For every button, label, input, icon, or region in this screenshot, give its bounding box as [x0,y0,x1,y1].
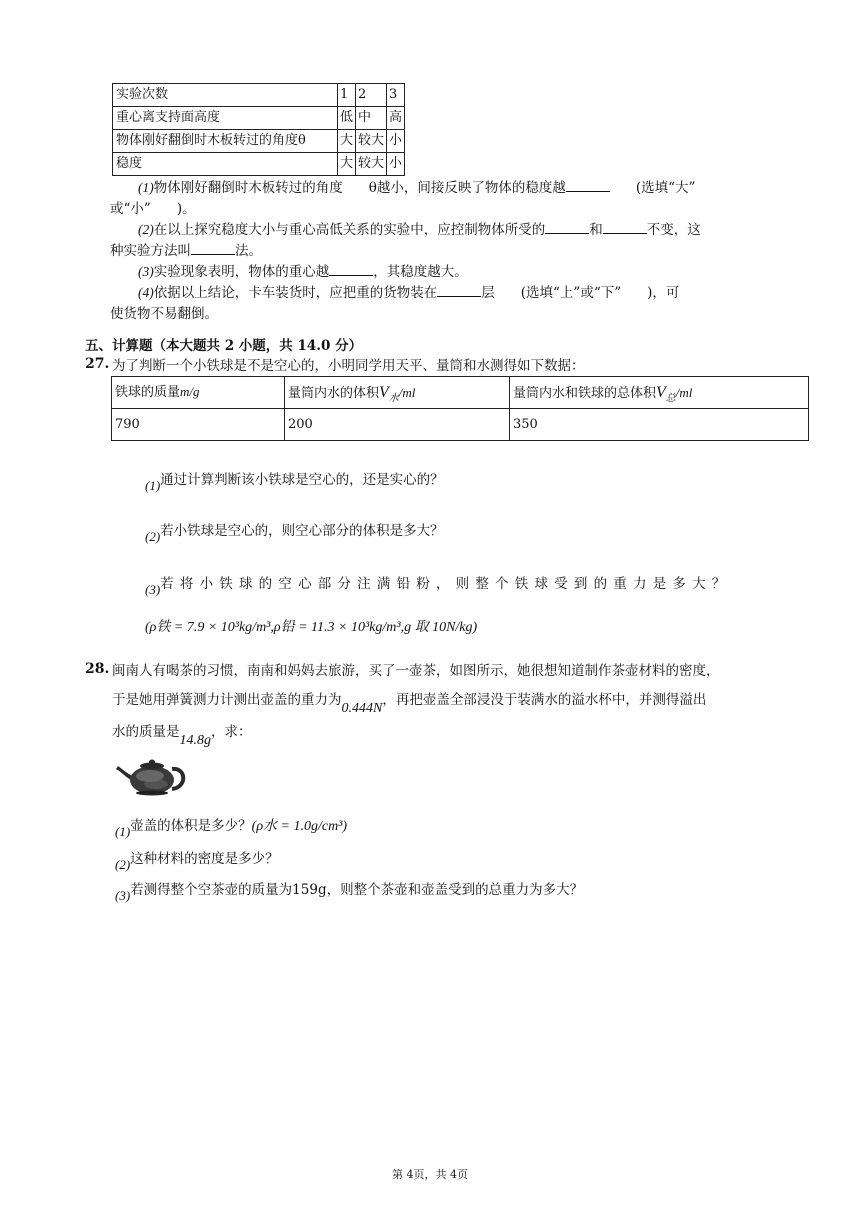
question-number: 28. [85,661,110,677]
q26-part2: (2)在以上探究稳度大小与重心高低关系的实验中，应控制物体所受的 和 不变，这 种实验方法叫 法。 [110,222,701,259]
q28-sub2: (2)这种材料的密度是多少？ [115,851,279,872]
q27-sub1: (1)通过计算判断该小铁球是空心的，还是实心的？ [145,472,444,493]
answer-blank[interactable] [545,220,589,234]
q26-part4: (4)依据以上结论，卡车装货时，应把重的货物装在 层 (选填“上”或“下” )，可 使货物不易翻倒。 [110,285,680,322]
table-cell: 790 [112,409,285,441]
table-row [113,84,405,107]
table-cell: 中 [356,107,387,130]
table-cell: 3 [387,84,405,107]
section-heading: 五、计算题（本大题共 2 小题，共 14.0 分） [85,338,363,354]
table-cell: 小 [387,153,405,176]
answer-blank[interactable] [566,178,610,192]
table-cell: 实验次数 [113,84,338,107]
table-row [113,107,405,130]
q28-sub1: (1)壶盖的体积是多少？(ρ水 = 1.0g/cm³) [115,818,348,839]
table-row [113,153,405,176]
table-cell: 1 [338,84,356,107]
q28-sub3: (3)若测得整个空茶壶的质量为159g，则整个茶壶和壶盖受到的总重力为多大？ [115,882,584,903]
table-cell: 较大 [356,130,387,153]
table-cell: 大 [338,130,356,153]
page-footer: 第 4页，共 4页 [392,1168,468,1181]
table-cell: 大 [338,153,356,176]
answer-blank[interactable] [437,283,481,297]
table-cell: 低 [338,107,356,130]
question-text: 闽南人有喝茶的习惯，南南和妈妈去旅游，买了一壶茶，如图所示，她很想知道制作茶壶材料的密度， [112,663,720,679]
table-cell: 350 [510,409,809,441]
table-header: 量筒内水的体积$V_水/ml$ [285,377,510,409]
stability-table [112,83,405,176]
answer-blank[interactable] [191,241,235,255]
question-number: 27. [85,356,110,372]
q27-sub3: (3)若将小铁球的空心部分注满铅粉，则整个铁球受到的重力是多大？ [145,576,732,597]
q26-part3: (3)实验现象表明，物体的重心越 ，其稳度越大。 [138,264,468,280]
answer-blank[interactable] [603,220,647,234]
answer-blank[interactable] [329,262,373,276]
question-text: 水的质量是14.8g，求： [112,724,252,748]
teapot-image [112,755,194,797]
table-cell: 2 [356,84,387,107]
table-row [112,377,809,409]
table-cell: 小 [387,130,405,153]
q27-formula: (ρ铁 = 7.9 × 10³kg/m³,ρ铅 = 11.3 × 10³kg/m³,g 取 10N/kg) [145,620,478,635]
question-text: 为了判断一个小铁球是不是空心的，小明同学用天平、量筒和水测得如下数据： [112,358,585,374]
table-header: 铁球的质量m/g [112,377,285,409]
q26-part1: (1)物体刚好翻倒时木板转过的角度 θ越小，间接反映了物体的稳度越 (选填“大” 或“小” )。 [110,180,696,217]
table-cell: 重心离支持面高度 [113,107,338,130]
table-cell: 较大 [356,153,387,176]
question-text: 于是她用弹簧测力计测出壶盖的重力为0.444N，再把壶盖全部浸没于装满水的溢水杯中，并测得溢出 [112,692,707,716]
table-row [112,409,809,441]
iron-ball-table [111,376,809,441]
table-cell: 高 [387,107,405,130]
table-cell: 200 [285,409,510,441]
q27-sub2: (2)若小铁球是空心的，则空心部分的体积是多大？ [145,523,444,544]
table-cell: 物体刚好翻倒时木板转过的角度θ [113,130,338,153]
table-cell: 稳度 [113,153,338,176]
table-header: 量筒内水和铁球的总体积$V_总/ml$ [510,377,809,409]
table-row [113,130,405,153]
